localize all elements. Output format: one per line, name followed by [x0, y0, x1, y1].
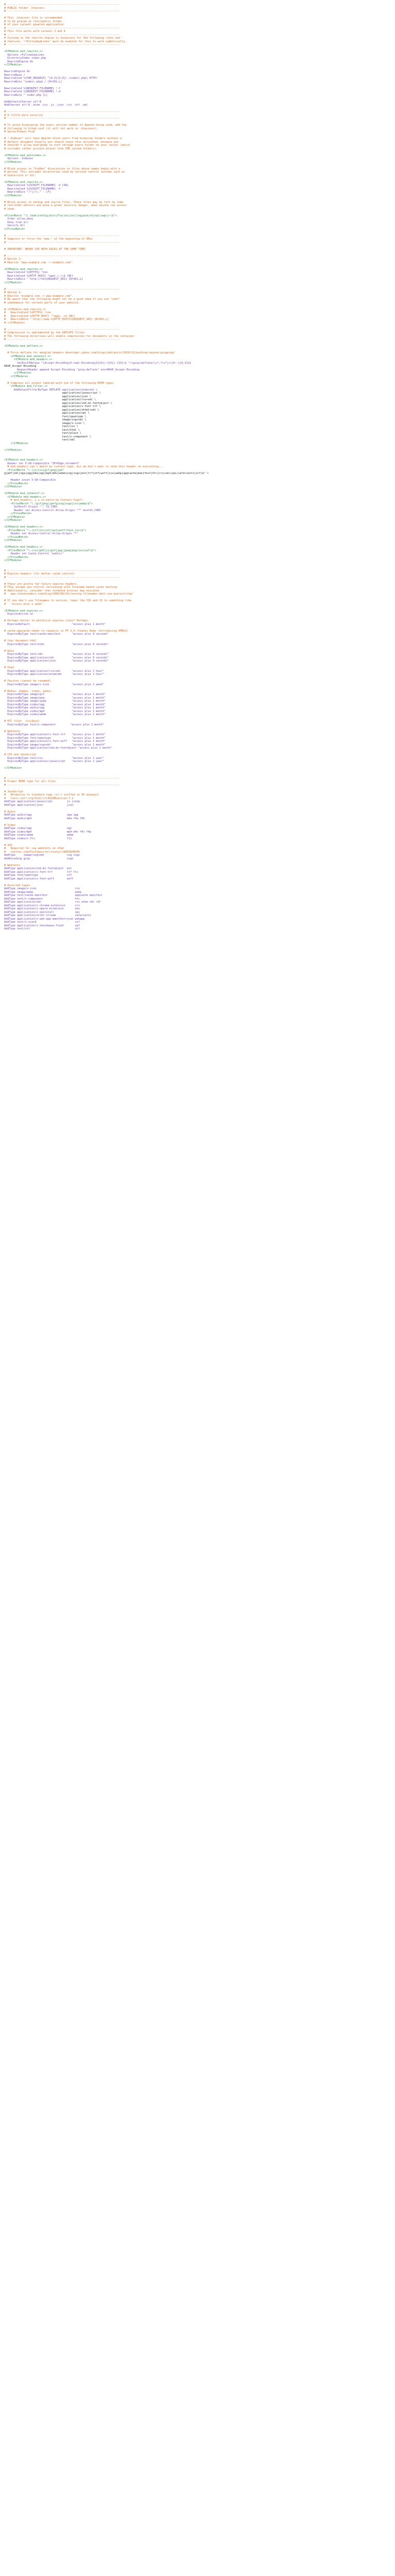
code-line: Order allow,deny	[4, 217, 34, 221]
code-line: # Turning on the rewrite engine is necessary for the following rules and	[4, 37, 120, 40]
code-line: AddType application/x-web-app-manifest+json webapp	[4, 917, 85, 921]
code-line: ExpiresByType application/json "access plus 0 seconds"	[4, 659, 109, 663]
code-line: # </IfModule>	[4, 321, 25, 325]
code-line: ExpiresByType application/x-font-woff "access plus 1 month"	[4, 740, 106, 743]
code-line: application/vnd.ms-fontobject \	[4, 401, 112, 405]
code-line: RewriteRule ^ http://%1%{REQUEST_URI} [R=301,L]	[4, 278, 84, 281]
code-line: # Rewrite "example.com -> www.example.com".	[4, 294, 74, 298]
code-line: # Block access to "hidden" directories or files whose names begin with a	[4, 167, 120, 171]
code-line: <IfModule mod_rewrite.c>	[4, 50, 43, 53]
code-line: # tools.ietf.org/html/rfc4329#section-7.2	[4, 796, 74, 800]
code-line: image/x-icon \	[4, 421, 85, 425]
code-line: </IfModule>	[4, 539, 22, 542]
code-line: AddType application/x-font-ttf ttf ttc	[4, 870, 78, 874]
code-line: </IfModule>	[4, 160, 22, 164]
code-line: <IfModule mod_rewrite.c>	[4, 180, 43, 184]
code-line: # includes rather private places like CMS system folders).	[4, 147, 98, 150]
code-line: ExpiresByType image/x-icon "access plus 1 week"	[4, 683, 104, 686]
code-line: <IfModule mod_setenvif.c>	[4, 492, 45, 495]
code-line: ExpiresByType text/cache-manifest "access plus 0 seconds"	[4, 633, 109, 636]
code-line: ExpiresDefault "access plus 1 month"	[4, 622, 106, 626]
code-line: RequestHeader append Accept-Encoding "gzip,deflate" env=HAVE_Accept-Encoding	[4, 368, 140, 371]
code-line: AddType application/x-chrome-extension crx	[4, 904, 80, 907]
code-line: AddOutputFilterByType DEFLATE application/atom+xml \	[4, 388, 98, 392]
code-line: Header set Access-Control-Allow-Origin "*" env=IS_CORS	[4, 509, 101, 512]
code-line: AddType text/cache-manifest appcache manifest	[4, 894, 103, 897]
code-line: # Compression is implemented by the DEFLATE filter.	[4, 331, 87, 334]
code-line: AddEncoding gzip svgz	[4, 857, 74, 860]
code-line: # Block access to backup and source files. These files may be left by some	[4, 200, 124, 204]
code-line: <IfModule mod_headers.c>	[4, 495, 46, 499]
code-line: text/html \	[4, 428, 80, 432]
code-line: # JavaScript	[4, 790, 24, 793]
code-line: </IfModule>	[4, 485, 22, 488]
code-line: # PUBLIC folder .htaccess	[4, 6, 45, 10]
code-line: # The following directives will enable compression for documents in the container	[4, 334, 135, 338]
code-line: <FilesMatch "\.(gif|png|jpe?g|svg|svgz|ico|webp)$">	[4, 502, 93, 505]
code-line: # ----------------------------------------------------------------------	[4, 241, 120, 244]
code-line: AddType video/mp4 mp4 m4v f4v f4p	[4, 830, 91, 834]
code-line: # RewriteCond %{HTTPS} !=on	[4, 311, 51, 314]
code-line: RewriteCond %{HTTP_HOST} ^www\.(.+)$ [NC]	[4, 274, 74, 278]
code-line: AddType text/x-component htc	[4, 897, 80, 901]
code-line: # default document Usually you should leave this activated, because you	[4, 140, 119, 144]
code-line: AddType audio/mp4 m4a f4a f4b	[4, 817, 85, 820]
code-line: # Additionally, consider that outdated proxies may miscache	[4, 589, 100, 592]
code-line: Header unset X-UA-Compatible	[4, 479, 56, 482]
code-line: # ----------------------------------------------------------------------	[4, 287, 120, 291]
code-line: # Data	[4, 649, 14, 653]
code-line: # If you don't use filenames to version, lower the CSS and JS to something like	[4, 599, 131, 602]
code-line: # ----------------------------------------------------------------------	[4, 254, 120, 258]
code-line: </IfModule>	[4, 194, 22, 197]
code-line: # features. "+FollowSymLinks" must be enabled for this to work symbolically.	[4, 40, 127, 43]
code-line: RewriteCond %{THE_REQUEST} ^[A-Z]{3,9}\ /index\.php\ HTTP/	[4, 77, 98, 80]
code-line: # Audio	[4, 810, 15, 814]
code-line: # This file works with Laravel 3 and 4	[4, 30, 65, 33]
code-line: </IfModule>	[4, 559, 22, 562]
code-line: AddDefaultCharset utf-8	[4, 100, 41, 104]
code-line: ExpiresByType image/jpeg "access plus 1 month"	[4, 700, 106, 703]
code-line: </IfModule>	[4, 767, 22, 770]
code-line: </IfModule>	[4, 519, 22, 522]
code-line: AddType image/x-icon ico	[4, 887, 80, 890]
code-line: # mod_headers can't match by content-type, but we don't want to send this header on everything...	[4, 465, 164, 468]
code-line: RewriteEngine On	[4, 60, 34, 63]
code-line: # shouldn't allow everybody to surf through every folder on your server (which	[4, 144, 130, 147]
code-line: # Subversion or Git.	[4, 174, 37, 177]
code-line: RewriteCond %{REQUEST_FILENAME} !-f	[4, 87, 61, 90]
code-line: text/x-component \	[4, 435, 91, 438]
code-line: AddType image/svg+xml svg svgz	[4, 854, 80, 857]
code-line: Header set X-UA-Compatible "IE=Edge,chrome=1"	[4, 462, 80, 465]
code-line: AddType audio/ogg oga ogg	[4, 814, 78, 817]
code-line: # following to httpd.conf (it will not work in .htaccess):	[4, 127, 98, 130]
code-line: ExpiresByType text/x-component "access plus 1 month"	[4, 723, 104, 726]
code-line: # IMPORTANT: NEVER USE BOTH RULES AT THE SAME TIME!	[4, 247, 87, 251]
code-line: # Your document html	[4, 639, 37, 642]
code-line: ExpiresByType audio/ogg "access plus 1 month"	[4, 706, 106, 709]
code-line: # Be aware that the following might not be a good idea if you use "real"	[4, 298, 120, 301]
code-line: AddType text/x-vcard vcf	[4, 921, 80, 924]
code-line: # Required for svg webfonts on iPad	[4, 847, 64, 850]
code-line: </FilesMatch>	[4, 227, 25, 231]
code-line: AddType application/x-xpinstall xpi	[4, 910, 80, 914]
code-line: AddType application/javascript js jsonp	[4, 800, 80, 803]
code-line: AddType video/x-flv flv	[4, 837, 72, 840]
code-line: application/xml \	[4, 412, 90, 415]
code-line: text/css \	[4, 425, 78, 428]
code-line: RewriteRule "(^|/)\." - [F]	[4, 191, 51, 194]
code-line: </IfModule>	[4, 63, 22, 66]
code-line: # ----------------------------------------------------------------------	[4, 783, 120, 787]
code-line: # ----------------------------------------------------------------------	[4, 3, 120, 6]
code-line: # them.	[4, 207, 15, 211]
code-line: AddType video/webm webm	[4, 834, 74, 837]
code-line: # ----------------------------------------------------------------------	[4, 328, 120, 331]
code-line: AddType image/webp webp	[4, 890, 81, 894]
code-line: <IfModule mod_headers.c>	[4, 526, 43, 529]
code-line: # SVG	[4, 843, 12, 847]
code-line: # CSS and JavaScript	[4, 753, 37, 756]
code-line: # text/html editors and pose a great security danger, when anyone can access	[4, 204, 127, 207]
code-line: <FilesMatch "\.(css|pdf|js|gif|jpg|jpeg|png|ico|swf)$">	[4, 549, 96, 552]
code-line: # ----------------------------------------------------------------------	[4, 569, 120, 572]
code-line: application/javascript \	[4, 392, 101, 395]
code-line: text/plain \	[4, 432, 81, 435]
code-line: <IfModule mod_autoindex.c>	[4, 154, 46, 157]
code-line: font/opentype \	[4, 415, 87, 418]
code-line: # ----------------------------------------------------------------------	[4, 338, 120, 341]
code-line: ExpiresByType image/svg+xml "access plus 1 month"	[4, 743, 106, 747]
code-line: </IfModule>	[4, 448, 22, 452]
code-line: ExpiresByType application/vnd.ms-fontobject "access plus 1 month"	[4, 747, 112, 750]
code-line: # ----------------------------------------------------------------------	[4, 234, 120, 238]
code-line: # Media: images, video, audio	[4, 689, 51, 693]
code-line: application/json \	[4, 395, 91, 398]
code-line: # Favicon (cannot be renamed)	[4, 680, 51, 683]
code-line: # twitter.com/FontSquirrel/status/14855840545	[4, 850, 80, 854]
code-line: ExpiresByType video/mp4 "access plus 1 month"	[4, 709, 106, 713]
code-line: RewriteRule ^index\.php$ / [R=301,L]	[4, 80, 62, 83]
code-line: AddType application/x-font-woff woff	[4, 877, 74, 880]
code-line: # Normalize to standard type (it's sniffed in IE anyways)	[4, 793, 100, 796]
code-line: </IfModule>	[4, 375, 28, 378]
code-line: </FilesMatch>	[4, 512, 32, 515]
code-line: ExpiresByType video/webm "access plus 1 month"	[4, 713, 106, 716]
code-line: # RewriteCond %{HTTP_HOST} !^www\..+$ [NC]	[4, 314, 75, 318]
code-line: ExpiresByType application/xml "access plus 0 seconds"	[4, 656, 109, 659]
code-line: # Suppress or force the "www." at the beginning of URLs	[4, 238, 93, 241]
code-line: ExpiresByType text/xml "access plus 0 seconds"	[4, 653, 109, 656]
code-line: application/rss+xml \	[4, 398, 96, 401]
code-line: Satisfy All	[4, 224, 25, 227]
code-line: Header set Access-Control-Allow-Origin "*"	[4, 532, 78, 535]
code-line: # These are pretty far-future expires headers.	[4, 582, 78, 586]
code-line: <IfModule mod_headers.c>	[4, 358, 53, 361]
code-line: <FilesMatch "\.(ttf|ttc|otf|eot|woff|font.css)$">	[4, 529, 87, 532]
code-line: SetEnvIfNoCase ^(Accept-EncodXng|X-cept-Encoding|X{15}|~{15}|-{15})$ ^((gzip|deflate)\s*,?\s*)+|[X~-]{4,13}$	[4, 361, 191, 365]
code-line: SetEnvIf Origin ":" IS_CORS	[4, 505, 58, 509]
code-line: # A little more security	[4, 113, 43, 117]
code-line: </FilesMatch>	[4, 482, 28, 485]
code-line: <IfModule mod_deflate.c>	[4, 345, 43, 348]
code-line: ExpiresByType image/png "access plus 1 month"	[4, 696, 106, 700]
code-line: </FilesMatch>	[4, 535, 28, 539]
code-line: <FilesMatch "\.(js|css|gif|png|jpe?	[4, 468, 64, 472]
code-line: # Option 1:	[4, 258, 22, 261]
code-line: application/xhtml+xml \	[4, 408, 100, 412]
code-line: image/svg+xml \	[4, 418, 87, 421]
code-line: ExpiresByType image/gif "access plus 1 month"	[4, 693, 106, 696]
code-line: RewriteRule ^ index.php [L]	[4, 93, 48, 97]
code-line: <IfModule mod_setenvif.c>	[4, 354, 51, 358]
code-line: # "access plus 1 week".	[4, 602, 45, 606]
code-line: ExpiresActive on	[4, 613, 34, 616]
code-line: ExpiresByType font/opentype "access plus 1 month"	[4, 736, 106, 740]
code-line: g|pdf|xml|oga|ogg|m4a|ogv|mp4|m4v|webm|svg|svgz|eot|ttf|otf|woff|ico|webp|appcache|manifest|htc|crx|oex|xpi|safariextz|vcf)$" >	[4, 472, 209, 475]
code-line: # Assorted types	[4, 884, 30, 887]
code-line: AddType text/vtt vtt	[4, 927, 80, 930]
code-line: ExpiresByType text/css "access plus 1 year"	[4, 756, 104, 760]
code-line: <IfModule mod_expires.c>	[4, 609, 43, 613]
code-line: # "-Indexes" will have Apache block users from browsing folders without a	[4, 137, 122, 140]
code-line: # subdomains for certain parts of your website.	[4, 301, 80, 304]
code-line: AddType application/json json	[4, 803, 74, 807]
code-line: AddType application/vnd.ms-fontobject eot	[4, 867, 72, 870]
code-line: RewriteCond %{HTTPS} !=on	[4, 271, 48, 274]
code-line: </FilesMatch>	[4, 555, 28, 559]
code-line: # ----------------------------------------------------------------------	[4, 33, 120, 37]
code-line: <IfModule mod_rewrite.c>	[4, 267, 43, 271]
code-line: # Webfonts	[4, 863, 21, 867]
code-line: # <IfModule mod_rewrite.c>	[4, 308, 46, 311]
code-line: AddType application/xml rss atom xml rdf	[4, 901, 101, 904]
code-line: </IfModule>	[4, 442, 28, 445]
code-line: # ----------------------------------------------------------------------	[4, 26, 120, 30]
code-line: # cache.appcache needs re-requests in FF 3.6 (thanks Remy ~Introducing HTML5)	[4, 629, 128, 633]
code-line: # Webfonts	[4, 730, 21, 733]
code-line: # Force deflate for mangled headers developer.yahoo.com/blogs/ydn/posts/2010/12/pushing-beyond-gzipping/	[4, 351, 175, 354]
code-line: text/xml	[4, 438, 75, 442]
code-line: <FilesMatch "(\.(bak|config|dist|fla|inc|ini|log|psd|sh|sql|swp)|~)$">	[4, 214, 117, 217]
code-line: RewriteBase /	[4, 73, 25, 77]
code-line: # ----------------------------------------------------------------------	[4, 575, 120, 579]
code-line: Options -Indexes	[4, 157, 34, 160]
code-line: ExpiresByType application/rss+xml "access plus 1 hour"	[4, 669, 104, 673]
code-line: ExpiresByType video/ogg "access plus 1 month"	[4, 703, 106, 706]
code-line: # ----------------------------------------------------------------------	[4, 776, 120, 780]
code-line: # Rewrite "www.example.com -> example.com".	[4, 261, 74, 264]
code-line: ExpiresByType text/html "access plus 0 seconds"	[4, 642, 109, 646]
code-line: <IfModule mod_filter.c>	[4, 385, 48, 388]
code-line: RewriteCond %{SCRIPT_FILENAME} -f	[4, 187, 61, 191]
code-line: AddType application/x-shockwave-flash swf	[4, 924, 80, 927]
code-line: application/x-font-ttf \	[4, 405, 101, 408]
code-line: # Compress all output labeled with one of the following MIME-types	[4, 381, 114, 385]
code-line: # www.stevesouders.com/blog/2008/08/23/revving-filenames-dont-use-querystring/	[4, 592, 133, 596]
code-line: # Feed	[4, 666, 14, 669]
code-line: ExpiresByType application/atom+xml "access plus 1 hour"	[4, 673, 104, 676]
code-line: # ----------------------------------------------------------------------	[4, 10, 120, 13]
code-line: <IfModule mod_headers.c>	[4, 459, 43, 462]
code-line: </IfModule>	[4, 281, 22, 284]
code-line: Header set Cache-Control "public"	[4, 552, 64, 555]
code-line: AddType font/opentype otf	[4, 874, 72, 877]
code-line: # They assume you control versioning with filename-based cache busting	[4, 586, 117, 589]
code-line: # of your Laravel powered application	[4, 23, 64, 26]
code-line: </IfModule>	[4, 515, 25, 519]
code-line: # RewriteRule ^ http://www.%{HTTP_HOST}%{REQUEST_URI} [R=301,L]	[4, 318, 109, 321]
code-line: # Perhaps better to whitelist expires rules? Perhaps.	[4, 619, 90, 622]
code-line: Options +FollowSymLinks	[4, 53, 45, 57]
code-line: AddType application/octet-stream safariextz	[4, 914, 91, 917]
code-line: AddCharset utf-8 .atom .css .js .json .rss .vtt .xml	[4, 104, 88, 107]
code-line: # ----------------------------------------------------------------------	[4, 117, 120, 120]
code-line: # Expires headers (for better cache control)	[4, 572, 75, 575]
code-line: RewriteEngine On	[4, 70, 30, 73]
code-line: # This .htaccess file is recommended	[4, 16, 62, 20]
code-line: # ----------------------------------------------------------------------	[4, 43, 120, 46]
code-line: Deny from all	[4, 221, 28, 224]
code-line: # Option 2:	[4, 291, 22, 294]
code-line: # mod_headers, y u no match by Content-Type?!	[4, 499, 84, 502]
code-line: HAVE_Accept-Encoding	[4, 365, 37, 368]
code-line: # Proper MIME type for all files	[4, 780, 56, 783]
code-line: # To avoid displaying the exact version number of Apache being used, add the	[4, 124, 127, 127]
code-line: RewriteCond %{SCRIPT_FILENAME} -d [OR]	[4, 184, 69, 187]
code-line: DirectoryIndex index.php	[4, 57, 46, 60]
code-line: # ----------------------------------------------------------------------	[4, 110, 120, 113]
code-line: # Video	[4, 823, 15, 827]
code-line: <IfModule mod_headers.c>	[4, 546, 43, 549]
code-line: </IfModule>	[4, 371, 32, 375]
code-line: # ServerTokens Prod	[4, 130, 35, 133]
code-line: # HTC files (css3pie)	[4, 720, 40, 723]
code-line: AddType application/x-opera-extension oex	[4, 907, 80, 910]
code-line: ExpiresByType application/x-font-ttf "access plus 1 month"	[4, 733, 106, 736]
code-line: AddType video/ogg ogv	[4, 827, 72, 830]
code-line: # period. This includes directories used by version control systems such as	[4, 171, 125, 174]
code-line: ExpiresByType application/javascript "access plus 1 year"	[4, 760, 104, 763]
code-line: # to be placed at root/public folder	[4, 20, 62, 23]
code-line: RewriteCond %{REQUEST_FILENAME} !-d	[4, 90, 61, 93]
